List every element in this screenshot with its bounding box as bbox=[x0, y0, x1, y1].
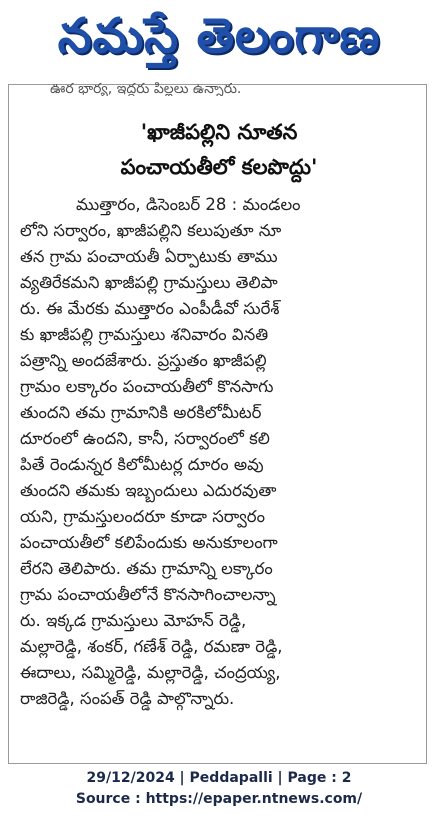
body-line: గ్రామం లక్కారం పంచాయతీలో కొనసాగు bbox=[20, 377, 274, 396]
headline-line-1: 'ఖాజీపల్లిని నూతన bbox=[140, 120, 298, 144]
body-line: పత్రాన్ని అందజేశారు. ప్రస్తుతం ఖాజీపల్లి bbox=[20, 351, 267, 370]
body-line: లోని సర్వారం, ఖాజీపల్లిని కలుపుతూ నూ bbox=[20, 221, 282, 240]
body-line: పంచాయతీలో కలిపేందుకు అనుకూలంగా bbox=[20, 533, 278, 552]
body-line: దూరంలో ఉందని, కానీ, సర్వారంలో కలి bbox=[20, 429, 270, 448]
body-line: వ్యతిరేకమని ఖాజీపల్లి గ్రామస్తులు తెలిపా bbox=[20, 273, 278, 292]
body-line: ఈదాలు, సమ్మిరెడ్డి, మల్లారెడ్డి, చంద్రయ్య, bbox=[20, 663, 281, 682]
page-footer bbox=[0, 768, 438, 810]
body-line: రు. ఈ మేరకు ముత్తారం ఎంపీడీవో సురేశ్ bbox=[20, 299, 280, 318]
masthead bbox=[0, 0, 438, 84]
body-line: లేరని తెలిపారు. తమ గ్రామాన్ని లక్కారం bbox=[20, 559, 273, 578]
body-line: రాజిరెడ్డి, సంపత్ రెడ్డి పాల్గొన్నారు. bbox=[20, 689, 235, 708]
edition-info: 29/12/2024 | Peddapalli | Page : 2 bbox=[86, 770, 352, 786]
source-link[interactable]: Source : https://epaper.ntnews.com/ bbox=[75, 791, 363, 807]
body-line: మల్లారెడ్డి, శంకర్, గణేశ్ రెడ్డి, రమణా రెడ్డి, bbox=[20, 637, 283, 656]
body-line: రు. ఇక్కడ గ్రామస్తులు మోహన్ రెడ్డి, bbox=[20, 611, 247, 630]
article-headline bbox=[20, 115, 418, 185]
body-line: యని, గ్రామస్తులందరూ కూడా సర్వారం bbox=[20, 507, 265, 526]
newspaper-logo: నమస్తే తెలంగాణ bbox=[57, 8, 381, 64]
body-line: తన గ్రామ పంచాయతీ ఏర్పాటుకు తాము bbox=[20, 247, 278, 266]
article-body bbox=[20, 192, 416, 712]
body-line: కు ఖాజీపల్లి గ్రామస్తులు శనివారం వినతి bbox=[20, 325, 269, 344]
body-line: తుందని తమ గ్రామానికి అరకిలోమీటర్ bbox=[20, 403, 262, 422]
article-cut-line: ఊర భార్య, ఇద్దరు పిల్లలు ఉన్నారు. bbox=[50, 82, 242, 96]
body-line: గ్రామ పంచాయతీలోనే కొనసాగించాలన్నా bbox=[20, 585, 276, 604]
headline-line-2: పంచాయతీలో కలపొద్దు' bbox=[120, 155, 318, 179]
body-line: ముత్తారం, డిసెంబర్ 28 : మండలం bbox=[76, 195, 301, 214]
body-line: తుందని తమకు ఇబ్బందులు ఎదురవుతా bbox=[20, 481, 277, 500]
body-line: పితే రెండున్నర కిలోమీటర్ల దూరం అవు bbox=[20, 455, 264, 474]
